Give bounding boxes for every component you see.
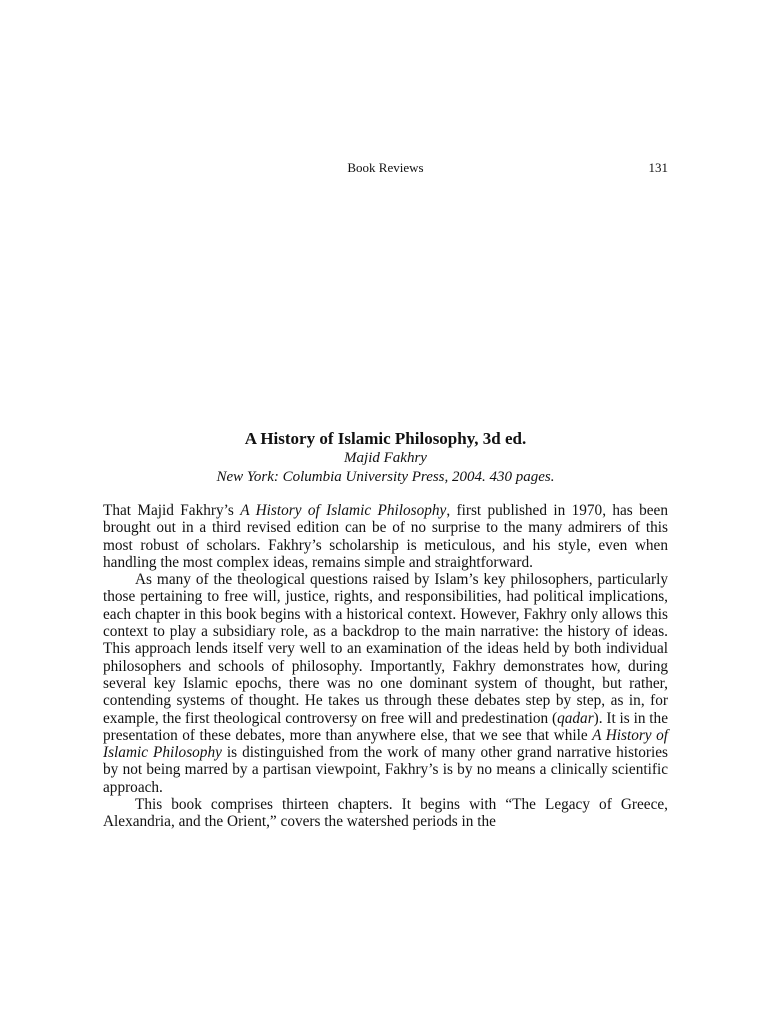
text-segment: ). It is in the presentation of these debates, more than anywhere else, that we see that while <box>103 709 668 744</box>
review-publication: New York: Columbia University Press, 2004. 430 pages. <box>216 469 555 485</box>
review-header <box>103 428 668 487</box>
running-head-section: Book Reviews <box>347 160 424 175</box>
review-author: Majid Fakhry <box>344 450 427 466</box>
page-number: 131 <box>648 160 668 175</box>
review-body <box>103 502 668 831</box>
text-segment: That Majid Fakhry’s <box>103 502 241 519</box>
running-head <box>103 160 668 178</box>
text-segment: This book comprises thirteen chapters. It begins with “The Legacy of Greece, Alexandria, and the Orient,” covers the watershed periods in the <box>103 796 668 831</box>
paragraph-2 <box>103 571 668 796</box>
paragraph-1 <box>103 502 668 571</box>
term-italic: qadar <box>557 709 594 727</box>
review-title: A History of Islamic Philosophy, 3d ed. <box>244 429 527 448</box>
paragraph-3 <box>103 796 668 831</box>
book-title-italic: A History of Islamic Philosophy <box>103 726 668 762</box>
text-segment: , first published in 1970, has been brought out in a third revised edition can be of no surprise to the many admirers of this most robust of scholars. Fakhry’s scholarship is meticulous, and his style, even when handling the most complex ideas, remains simple and straightforward. <box>103 502 668 571</box>
book-title-italic: A History of Islamic Philosophy <box>240 502 447 519</box>
text-segment: is distinguished from the work of many other grand narrative histories by not being marred by a partisan viewpoint, Fakhry’s is by no means a clinically scientific approach. <box>103 744 668 796</box>
text-segment: As many of the theological questions raised by Islam’s key philosophers, particularly those pertaining to free will, justice, rights, and responsibilities, had political implications, each chapter in this book begins with a historical context. However, Fakhry only allows this context to play a subsidiary role, as a backdrop to the main narrative: the history of ideas. This approach lends itself very well to an examination of the ideas held by both individual philosophers and schools of philosophy. Importantly, Fakhry demonstrates how, during several key Islamic epochs, there was no one dominant system of thought, but rather, contending systems of thought. He takes us through these debates step by step, as in, for example, the first theological controversy on free will and predestination ( <box>103 571 668 727</box>
